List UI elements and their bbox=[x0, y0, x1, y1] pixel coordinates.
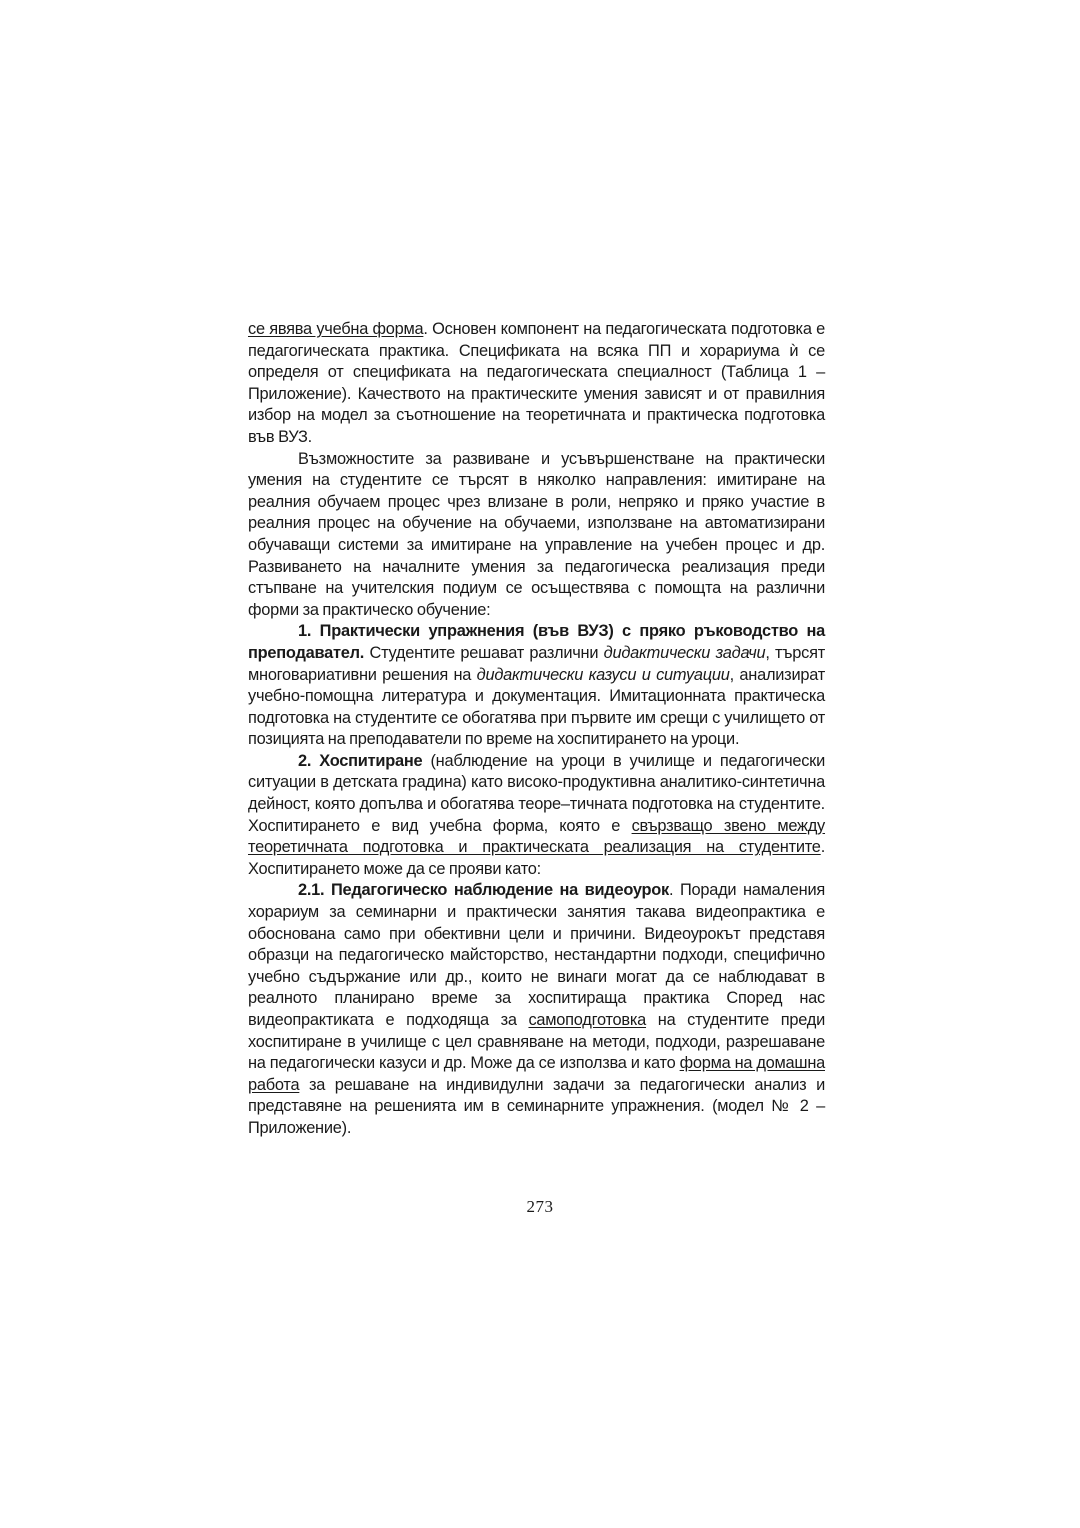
paragraph-1 bbox=[248, 319, 825, 449]
italic-phrase: дидактически казуси и ситуации bbox=[476, 665, 730, 684]
section-heading-2: 2. Хоспитиране bbox=[298, 751, 423, 770]
paragraph-text: . Поради намаления хорариум за семинарни и практически занятия такава видеопрактика е обоснована само при обективни цели и причини. Видеоурокът представя образци на педагогическо майсторство, нестандартни подходи, специфично учебно съдържание или др., които не винаги могат да се наблюдават в реалното планирано време за хоспитираща практика Според нас видеопрактиката е подходяща за bbox=[248, 881, 826, 1029]
paragraph-text: Възможностите за развиване и усъвършенстване на практически умения на студентите се търсят в няколко направления: имитиране на реалния обучаем процес чрез влизане в роли, непряко и пряко участие в реалния процес на обучение на обучаеми, използване на автоматизирани обучаващи системи за имитиране на управление на учебен процес и др. Развиването на началните умения за педагогическа реализация преди стъпване на учителския подиум се осъществява с помощта на различни форми за практическо обучение: bbox=[248, 449, 825, 619]
paragraph-2 bbox=[248, 449, 825, 622]
body-text bbox=[248, 319, 825, 1140]
paragraph-3 bbox=[248, 621, 825, 751]
paragraph-text: Студентите решават различни bbox=[364, 643, 604, 662]
paragraph-text: . Хоспитирането може да се прояви като: bbox=[248, 838, 825, 878]
section-heading-1: 1. Практически упражнения (във ВУЗ) с пряко ръководство на преподавател. bbox=[248, 622, 825, 662]
page-number: 273 bbox=[526, 1197, 554, 1216]
section-heading-2-1: 2.1. Педагогическо наблюдение на видеоурок bbox=[298, 881, 670, 900]
paragraph-text: , анализират учебно-помощна литература и документация. Имитационната практическа подготовка на студентите се обогатява при първите им срещи с училището от позицията на преподаватели по време на хоспитирането на уроци. bbox=[248, 665, 825, 749]
underlined-phrase: самоподготовка bbox=[528, 1011, 647, 1029]
paragraph-4 bbox=[248, 751, 825, 881]
paragraph-text: (наблюдение на уроци в училище и педагогически ситуации в детската градина) като високо-продуктивна аналитико-синтетична дейност, която допълва и обогатява теоре–тичната подготовка на студентите. Хоспитирането е вид учебна форма, която е bbox=[248, 751, 825, 835]
paragraph-5 bbox=[248, 880, 825, 1139]
underlined-phrase: свързващо звено между теоретичната подготовка и практическата реализация на студентите bbox=[248, 816, 826, 857]
paragraph-text: на студентите преди хоспитиране в училище с цел сравняване на методи, подходи, разрешаване на педагогически казуси и др. Може да се използва и като bbox=[248, 1011, 825, 1073]
underlined-phrase: се явява учебна форма bbox=[248, 320, 424, 338]
paragraph-text: . Основен компонент на педагогическата подготовка е педагогическата практика. Спецификата на всяка ПП и хорариума ѝ се определя от спецификата на педагогическата специалност (Таблица 1 – Приложение). Качеството на практическите умения зависят и от правилния избор на модел за съотношение на теоретичната и практическа подготовка във ВУЗ. bbox=[248, 320, 825, 446]
paragraph-text: , търсят многовариативни решения на bbox=[248, 643, 825, 684]
paragraph-text: за решаване на индивидулни задачи за педагогически анализ и представяне на решенията им в семинарните упражнения. (модел № 2 – Приложение). bbox=[248, 1075, 825, 1137]
underlined-phrase: форма на домашна работа bbox=[248, 1054, 825, 1094]
italic-phrase: дидактически задачи bbox=[603, 643, 766, 662]
